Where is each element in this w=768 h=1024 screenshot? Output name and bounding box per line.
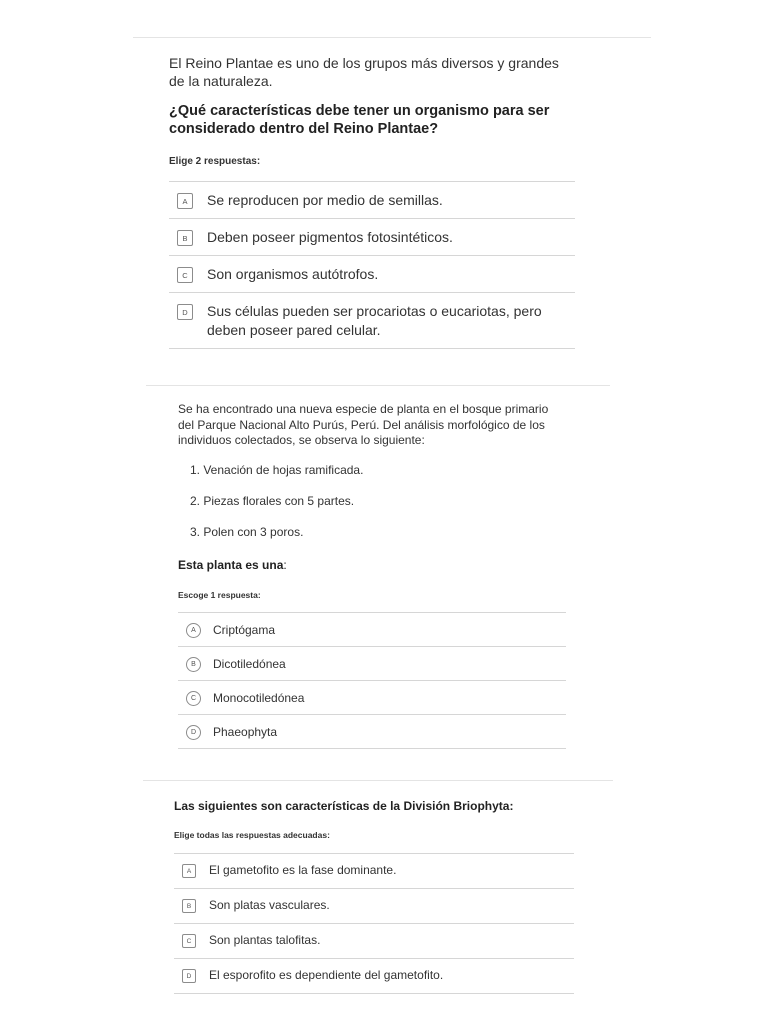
option-c[interactable] [178,681,566,715]
option-d[interactable] [174,959,574,994]
question-intro: Se ha encontrado una nueva especie de planta en el bosque primario del Parque Nacional Alto Purús, Perú. Del análisis morfológico de los individuos colectados, se observa lo siguiente: [178,402,549,447]
option-text: Monocotiledónea [213,690,305,705]
option-text: Sus células pueden ser procariotas o eucariotas, pero deben poseer pared celular. [207,303,542,338]
checkbox-letter[interactable]: A [182,864,196,878]
question-prompt-bold: Esta planta es una [178,557,284,572]
option-text: El gametofito es la fase dominante. [209,863,397,877]
question-2 [178,402,566,749]
observation-list [178,463,566,540]
question-3 [174,797,574,994]
question-1 [169,54,575,349]
answer-instruction: Elige todas las respuestas adecuadas: [174,830,330,840]
option-d[interactable] [178,715,566,749]
section-divider [146,385,610,386]
option-a[interactable] [169,182,575,219]
option-c[interactable] [174,924,574,959]
question-prompt-colon: : [283,557,287,572]
section-divider [143,780,613,781]
answer-options [178,612,566,749]
option-text: Son platas vasculares. [209,898,330,912]
option-a[interactable] [178,613,566,647]
observation-item: 2. Piezas florales con 5 partes. [190,493,355,508]
checkbox-letter[interactable]: B [182,899,196,913]
radio-letter[interactable]: D [186,725,201,740]
option-b[interactable] [174,889,574,924]
observation-item: 3. Polen con 3 poros. [190,524,304,539]
option-text: Se reproducen por medio de semillas. [207,192,443,208]
option-d[interactable] [169,293,575,349]
checkbox-letter[interactable]: C [182,934,196,948]
option-text: Phaeophyta [213,724,278,739]
checkbox-letter[interactable]: C [177,267,193,283]
answer-options [169,181,575,349]
option-text: El esporofito es dependiente del gametofito. [209,968,444,982]
radio-letter[interactable]: A [186,623,201,638]
question-prompt: ¿Qué características debe tener un organismo para ser considerado dentro del Reino Plantae? [169,103,550,137]
question-prompt: Las siguientes son características de la División Briophyta: [174,799,514,813]
radio-letter[interactable]: C [186,691,201,706]
answer-instruction: Escoge 1 respuesta: [178,589,261,600]
option-text: Son plantas talofitas. [209,933,321,947]
question-intro: El Reino Plantae es uno de los grupos más diversos y grandes de la naturaleza. [169,55,559,89]
checkbox-letter[interactable]: A [177,193,193,209]
question-prompt [178,556,566,574]
option-c[interactable] [169,256,575,293]
option-b[interactable] [169,219,575,256]
observation-item: 1. Venación de hojas ramificada. [190,462,364,477]
answer-instruction: Elige 2 respuestas: [169,156,261,167]
option-text: Dicotiledónea [213,656,286,671]
checkbox-letter[interactable]: D [177,304,193,320]
checkbox-letter[interactable]: D [182,969,196,983]
checkbox-letter[interactable]: B [177,230,193,246]
option-text: Criptógama [213,622,276,637]
answer-options [174,853,574,994]
option-text: Son organismos autótrofos. [207,266,379,282]
option-a[interactable] [174,854,574,889]
option-text: Deben poseer pigmentos fotosintéticos. [207,229,453,245]
option-b[interactable] [178,647,566,681]
radio-letter[interactable]: B [186,657,201,672]
top-divider [133,37,651,38]
